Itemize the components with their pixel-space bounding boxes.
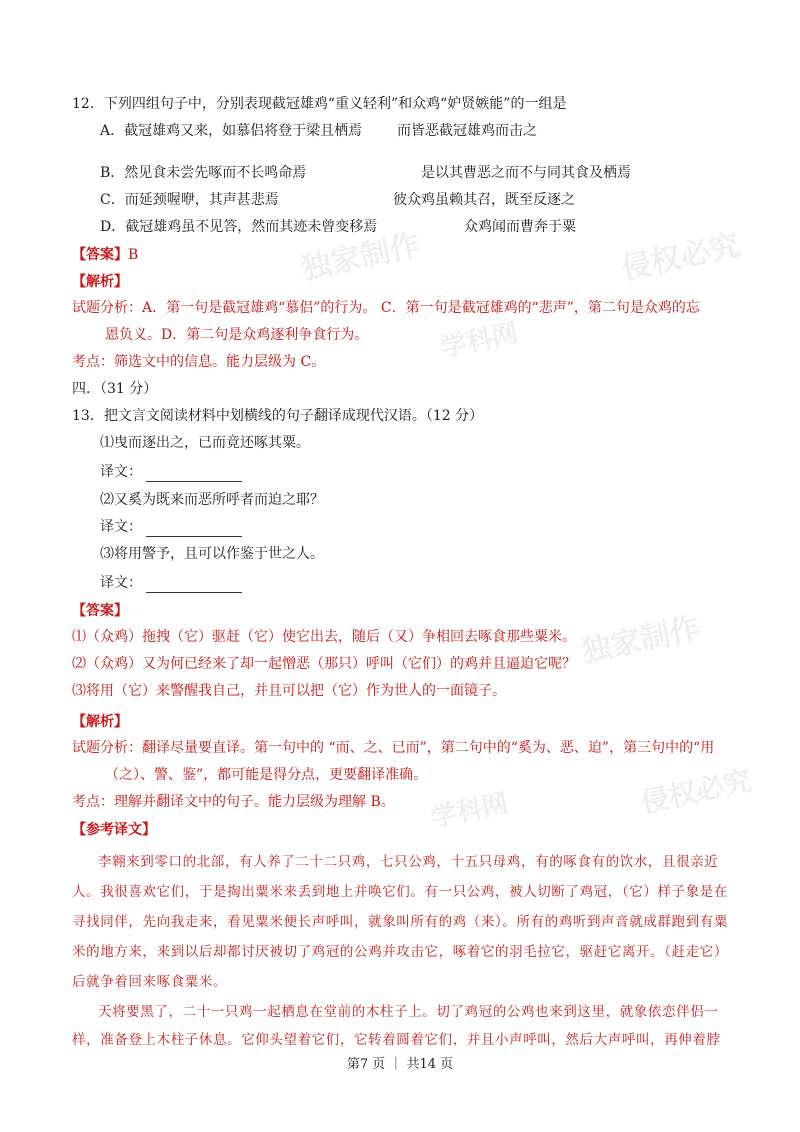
q13-kaodian: 考点：理解并翻译文中的句子。能力层级为理解 B。 <box>72 794 395 810</box>
watermark: 学科网 <box>428 788 511 834</box>
translation-blank[interactable] <box>146 466 242 482</box>
reference-line-4: 米的地方来，来到以后却都讨厌被切了鸡冠的公鸡并攻击它，啄着它的羽毛拉它，驱赶它离开。（赶走它） <box>72 944 728 960</box>
q12-analysis-line-2: 恩负义。D．第二句是众鸡逐利争食行为。 <box>105 327 369 343</box>
q12-option-a-left: A．截冠雄鸡又来，如慕侣将登于梁且栖焉 <box>100 123 363 139</box>
analysis-tag: 【解析】 <box>72 714 128 730</box>
q13-translation-line-2 <box>100 517 242 537</box>
q13-sentence-2: ⑵又奚为既来而恶所呼者而迫之耶？ <box>100 492 324 508</box>
reference-line-1: 李翱来到零口的北部，有人养了二十二只鸡，七只公鸡，十五只母鸡，有的啄食有的饮水，且很亲近 <box>98 854 719 870</box>
q12-option-c-right: 彼众鸡虽赖其召，既至反逐之 <box>393 192 575 208</box>
reference-line-2: 人。我很喜欢它们，于是掏出粟米来丢到地上并唤它们。有一只公鸡，被人切断了鸡冠，（它）样子象是在 <box>72 884 728 900</box>
q12-analysis-line-1: 试题分析：A．第一句是截冠雄鸡“慕侣”的行为。 C．第一句是截冠雄鸡的“悲声”，第二句是众鸡的忘 <box>72 300 700 316</box>
watermark: 独家制作 <box>298 227 424 288</box>
translation-blank[interactable] <box>146 577 242 593</box>
translation-label: 译文： <box>100 575 142 591</box>
watermark: 独家制作 <box>578 610 704 671</box>
reference-translation-tag: 【参考译文】 <box>72 822 156 838</box>
q12-option-a-right: 而皆恶截冠雄鸡而击之 <box>397 123 537 139</box>
q13-analysis-line-1: 试题分析：翻译尽量要直译。第一句中的 “而、之、已而”，第二句中的“奚为、恶、迫”，第三句中的“用 <box>72 740 715 756</box>
q13-sentence-1: ⑴曳而逐出之，已而竟还啄其粟。 <box>100 435 310 451</box>
q12-option-b-left: B．然见食未尝先啄而不长鸣命焉 <box>100 165 307 181</box>
q13-answer-1: ⑴（众鸡）拖拽（它）驱赶（它）使它出去，随后（又）争相回去啄食那些粟米。 <box>72 629 576 645</box>
answer-tag: 【答案】 <box>72 603 128 619</box>
q12-option-d-right: 众鸡闻而曹奔于粟 <box>464 219 576 235</box>
q13-translation-line-1 <box>100 462 242 482</box>
watermark: 学科网 <box>438 318 521 364</box>
reference-line-3: 寻找同伴，先向我走来，看见粟米便长声呼叫，就象叫所有的鸡（来）。所有的鸡听到声音就成群跑到有粟 <box>72 914 728 930</box>
q12-option-c-left: C．而延颈喔咿，其声甚悲焉 <box>100 192 279 208</box>
q12-option-d-left: D．截冠雄鸡虽不见答，然而其迹未曾变移焉 <box>100 219 378 235</box>
reference-line-7: 样，准备登上木柱子休息。它仰头望着它们，它转着圆着它们，并且小声呼叫，然后大声呼叫，再伸着脖 <box>72 1032 721 1048</box>
analysis-tag: 【解析】 <box>72 274 128 290</box>
q13-analysis-line-2: （之）、警、鉴”，都可能是得分点，更要翻译准确。 <box>105 767 428 783</box>
answer-value: B <box>128 247 139 263</box>
reference-line-6: 天将要黑了，二十一只鸡一起栖息在堂前的木柱子上。切了鸡冠的公鸡也来到这里，就象依恋伴侣一 <box>98 1004 719 1020</box>
q12-answer <box>72 244 138 265</box>
q13-stem: 13．把文言文阅读材料中划横线的句子翻译成现代汉语。（12 分） <box>72 408 484 424</box>
q13-answer-3: ⑶将用（它）来警醒我自己，并且可以把（它）作为世人的一面镜子。 <box>72 683 506 699</box>
q12-stem: 12．下列四组句子中，分别表现截冠雄鸡“重义轻利”和众鸡“妒贤嫉能”的一组是 <box>72 96 567 112</box>
q12-option-b-right: 是以其曹恶之而不与同其食及栖焉 <box>421 165 631 181</box>
reference-line-5: 后就争着回来啄食粟米。 <box>72 974 228 990</box>
q13-translation-line-3 <box>100 573 242 593</box>
page-footer: 第7 页 ｜ 共14 页 <box>346 1057 454 1072</box>
q13-sentence-3: ⑶将用警予，且可以作鉴于世之人。 <box>100 546 324 562</box>
q12-kaodian: 考点：筛选文中的信息。能力层级为 C。 <box>72 354 326 370</box>
translation-blank[interactable] <box>146 521 242 537</box>
answer-tag: 【答案】 <box>72 247 128 263</box>
section-heading: 四．（31 分） <box>72 381 158 397</box>
watermark: 侵权必究 <box>638 763 755 820</box>
translation-label: 译文： <box>100 464 142 480</box>
translation-label: 译文： <box>100 519 142 535</box>
watermark: 侵权必究 <box>618 227 744 288</box>
q13-answer-2: ⑵（众鸡）又为何已经来了却一起憎恶（那只）呼叫（它们）的鸡并且逼迫它呢？ <box>72 656 576 672</box>
